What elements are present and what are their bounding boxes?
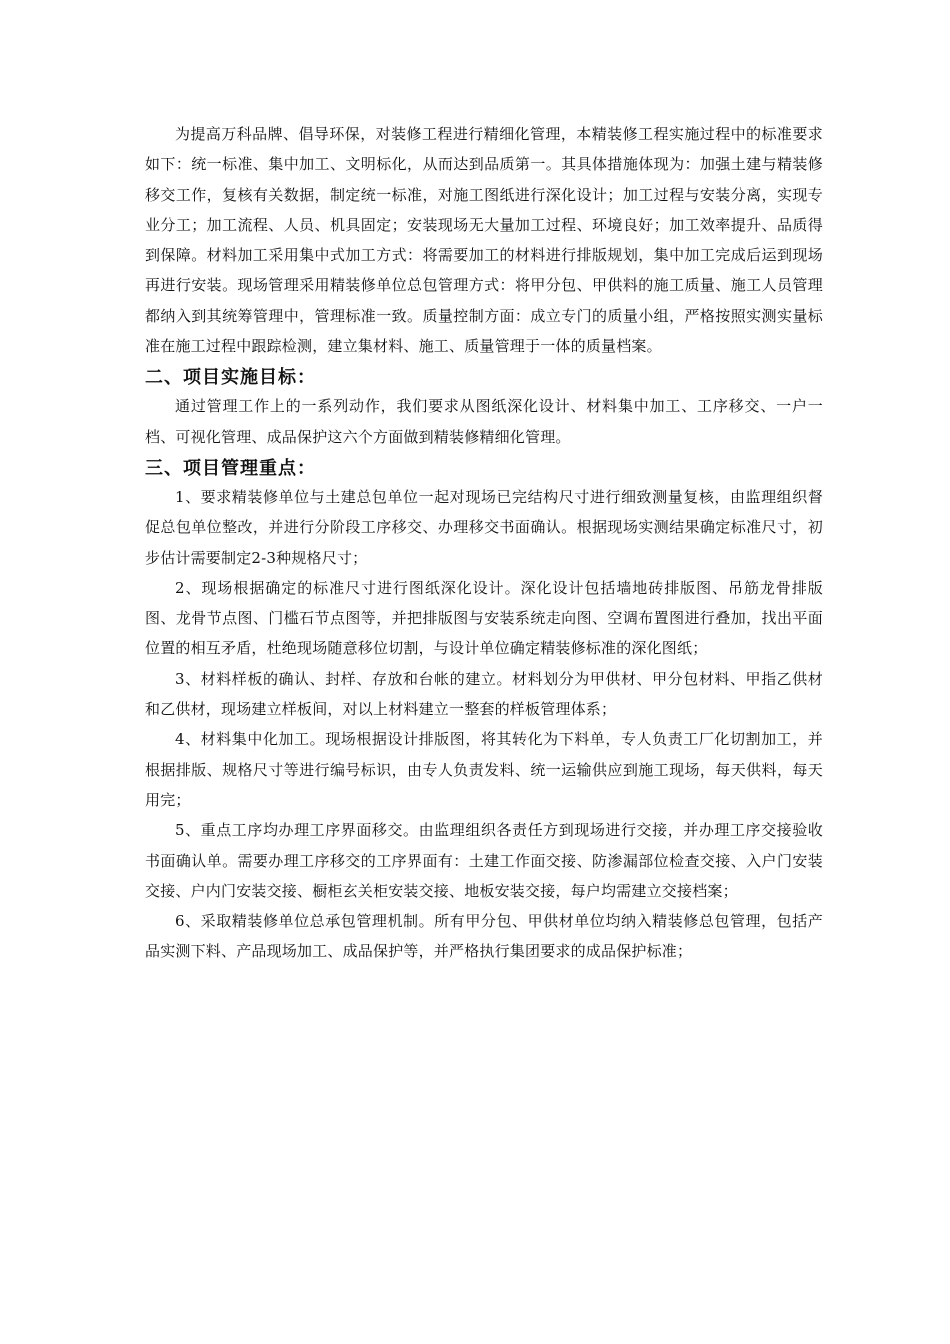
section-3-item-2: 2、现场根据确定的标准尺寸进行图纸深化设计。深化设计包括墙地砖排版图、吊筋龙骨排版图、龙骨节点图、门槛石节点图等，并把排版图与安装系统走向图、空调布置图进行叠加，找出平面位置的相互矛盾，杜绝现场随意移位切割，与设计单位确定精装修标准的深化图纸； bbox=[145, 578, 823, 658]
section-2-heading: 二、项目实施目标： bbox=[145, 367, 316, 389]
section-3-item-3: 3、材料样板的确认、封样、存放和台帐的建立。材料划分为甲供材、甲分包材料、甲指乙供材和乙供材，现场建立样板间，对以上材料建立一整套的样板管理体系； bbox=[145, 669, 823, 719]
section-3-item-1: 1、要求精装修单位与土建总包单位一起对现场已完结构尺寸进行细致测量复核，由监理组织督促总包单位整改，并进行分阶段工序移交、办理移交书面确认。根据现场实测结果确定标准尺寸，初步估计需要制定2-3种规格尺寸； bbox=[145, 487, 823, 567]
section-3-item-6: 6、采取精装修单位总承包管理机制。所有甲分包、甲供材单位均纳入精装修总包管理，包括产品实测下料、产品现场加工、成品保护等，并严格执行集团要求的成品保护标准； bbox=[145, 912, 823, 961]
section-3-item-4: 4、材料集中化加工。现场根据设计排版图，将其转化为下料单，专人负责工厂化切割加工，并根据排版、规格尺寸等进行编号标识，由专人负责发料、统一运输供应到施工现场，每天供料，每天用完； bbox=[145, 730, 823, 809]
section-3-heading: 三、项目管理重点： bbox=[145, 457, 316, 479]
section-2-paragraph: 通过管理工作上的一系列动作，我们要求从图纸深化设计、材料集中加工、工序移交、一户一档、可视化管理、成品保护这六个方面做到精装修精细化管理。 bbox=[145, 397, 823, 446]
document-page bbox=[145, 119, 823, 967]
intro-paragraph: 为提高万科品牌、倡导环保，对装修工程进行精细化管理，本精装修工程实施过程中的标准要求如下：统一标准、集中加工、文明标化，从而达到品质第一。其具体措施体现为：加强土建与精装修移交工作，复核有关数据，制定统一标准，对施工图纸进行深化设计；加工过程与安装分离，实现专业分工；加工流程、人员、机具固定；安装现场无大量加工过程、环境良好；加工效率提升、品质得到保障。材料加工采用集中式加工方式：将需要加工的材料进行排版规划，集中加工完成后运到现场再进行安装。现场管理采用精装修单位总包管理方式：将甲分包、甲供料的施工质量、施工人员管理都纳入到其统筹管理中，管理标准一致。质量控制方面：成立专门的质量小组，严格按照实测实量标准在施工过程中跟踪检测，建立集材料、施工、质量管理于一体的质量档案。 bbox=[145, 125, 823, 356]
section-3-item-5: 5、重点工序均办理工序界面移交。由监理组织各责任方到现场进行交接，并办理工序交接验收书面确认单。需要办理工序移交的工序界面有：土建工作面交接、防渗漏部位检查交接、入户门安装交接、户内门安装交接、橱柜玄关柜安装交接、地板安装交接，每户均需建立交接档案； bbox=[145, 821, 823, 900]
